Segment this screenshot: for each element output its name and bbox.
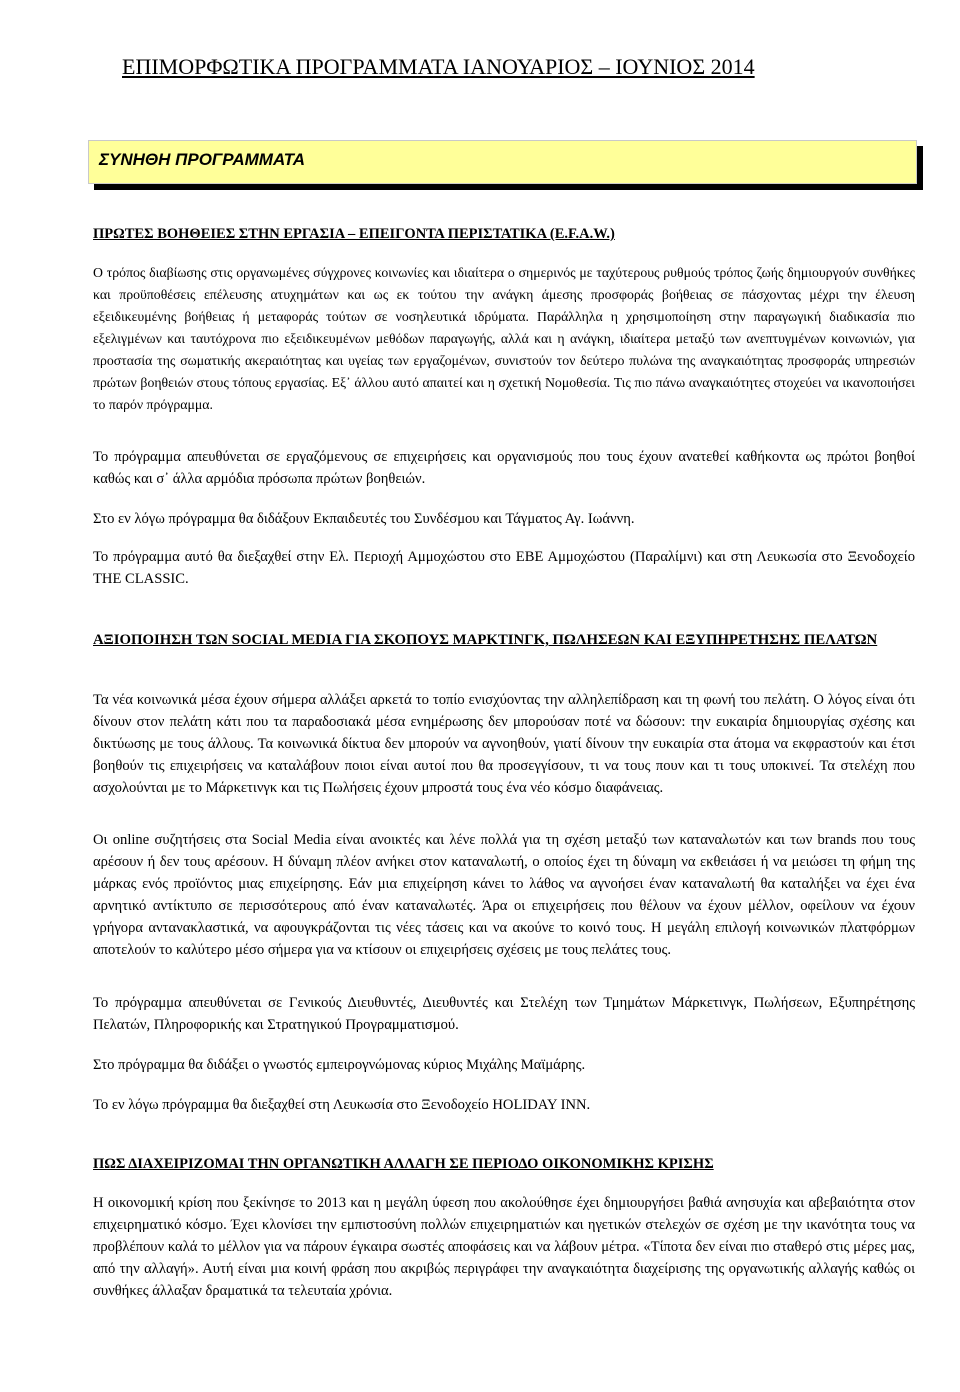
paragraph: Στο πρόγραμμα θα διδάξει ο γνωστός εμπειρογνώμονας κύριος Μιχάλης Μαϊμάρης.: [93, 1057, 586, 1073]
paragraph: Τα νέα κοινωνικά μέσα έχουν σήμερα αλλάξει αρκετά το τοπίο ενισχύοντας την αλληλεπίδραση και τη φωνή του πελάτη. Ο λόγος είναι ότι δίνουν στον πελάτη κάτι που τα παραδοσιακά μέσα ενημέρωσης δεν μπορούσαν ποτέ να δώσουν: την ευκαιρία δημιουργίας σχέσης και δικτύωσης με τους άλλους. Τα κοινωνικά δίκτυα δεν μπορούν να αγνοηθούν, γιατί δίνουν την ευκαιρία στα άτομα να εκφραστούν και έτσι βοηθούν τις επιχειρήσεις να καταλάβουν ποιοι είναι αυτοί που θα προσεγγίσουν, τι να τους πουν και τι τους υποκινεί. Τα στελέχη που ασχολούνται με το Μάρκετινγκ και τις Πωλήσεις έχουν μπροστά τους ένα νέο κόσμο διαφάνειας.: [93, 692, 915, 796]
section-title-first-aid: ΠΡΩΤΕΣ ΒΟΗΘΕΙΕΣ ΣΤΗΝ ΕΡΓΑΣΙΑ – ΕΠΕΙΓΟΝΤΑ ΠΕΡΙΣΤΑΤΙΚΑ (E.F.A.W.): [93, 226, 615, 242]
paragraph: Ο τρόπος διαβίωσης στις οργανωμένες σύγχρονες κοινωνίες και ιδιαίτερα ο σημερινός με ταχύτερους ρυθμούς τρόπος ζωής δημιουργούν συνθήκες και προϋποθέσεις επέλευσης ατυχημάτων και ως εκ τούτου την ανάγκη άμεσης προσφοράς βοήθειας σε πάσχοντας μέχρι την έλευση εξειδικευμένης βοήθειας ή μεταφοράς τούτων σε νοσηλευτικά ιδρύματα. Παράλληλα η χρησιμοποίηση στην παραγωγική διαδικασία πιο εξελιγμένων και ταυτόχρονα πιο εξειδικευμένων μεθόδων παραγωγής, αλλά και η ανάγκη, ιδιαίτερα μεταξύ των ανεπτυγμένων κοινωνιών, για προστασία της σωματικής ακεραιότητας και υγείας των εργαζομένων, συνιστούν τον δεύτερο πυλώνα της αναγκαιότητας προσφοράς υπηρεσιών πρώτων βοηθειών στους τόπους εργασίας. Εξ᾽ άλλου αυτό απαιτεί και η σχετική Νομοθεσία. Τις πιο πάνω αναγκαιότητες στοχεύει να ικανοποιήσει το παρόν πρόγραμμα.: [93, 265, 915, 412]
banner-label: ΣΥΝΗΘΗ ΠΡΟΓΡΑΜΜΑΤΑ: [99, 150, 306, 169]
paragraph: Το πρόγραμμα απευθύνεται σε εργαζόμενους σε επιχειρήσεις και οργανισμούς που τους έχουν ανατεθεί καθήκοντα ως πρώτοι βοηθοί καθώς και σ᾽ άλλα αρμόδια πρόσωπα πρώτων βοηθειών.: [93, 449, 915, 487]
paragraph: Οι online συζητήσεις στα Social Media είναι ανοικτές και λένε πολλά για τη σχέση μεταξύ των καταναλωτών και των brands που τους αρέσουν ή δεν τους αρέσουν. Η δύναμη πλέον ανήκει στον καταναλωτή, ο οποίος έχει τη δύναμη να εκθειάσει ή να μειώσει τη φήμη της μάρκας ενός προϊόντος μιας επιχείρησης. Εάν μια επιχείρηση κάνει το λάθος να αγνοήσει έναν καταναλωτή θα καταλήξει να έχει ένα αρνητικό αντίκτυπο σε περισσότερους από έναν καταναλωτές. Άρα οι επιχειρήσεις που θέλουν να έχουν μέλλον, οφείλουν να έχουν γρήγορα αντανακλαστικά, να αφουγκράζονται τις νέες τάσεις και να ακούνε το κοινό τους. Η μεγάλη επιλογή κοινωνικών πλατφόρμων αποτελούν το καλύτερο μέσο σήμερα για να κτίσουν οι επιχειρήσεις σχέσεις με τους πελάτες τους.: [93, 832, 915, 958]
paragraph: Στο εν λόγω πρόγραμμα θα διδάξουν Εκπαιδευτές του Συνδέσμου και Τάγματος Αγ. Ιωάννη.: [93, 511, 635, 527]
section-title-org-change: ΠΩΣ ΔΙΑΧΕΙΡΙΖΟΜΑΙ ΤΗΝ ΟΡΓΑΝΩΤΙΚΗ ΑΛΛΑΓΗ ΣΕ ΠΕΡΙΟΔΟ ΟΙΚΟΝΟΜΙΚΗΣ ΚΡΙΣΗΣ: [93, 1156, 714, 1172]
paragraph: Το εν λόγω πρόγραμμα θα διεξαχθεί στη Λευκωσία στο Ξενοδοχείο HOLIDAY INN.: [93, 1097, 591, 1113]
paragraph: Η οικονομική κρίση που ξεκίνησε το 2013 και η μεγάλη ύφεση που ακολούθησε έχει δημιουργήσει βαθιά ανησυχία και αβεβαιότητα στον επιχειρηματικό κόσμο. Έχει κλονίσει την εμπιστοσύνη πολλών επιχειρηματιών και ηγετικών στελεχών σε σχέση με την ικανότητα τους να προβλέπουν καλά το μέλλον για να πάρουν έγκαιρα σωστές αποφάσεις και να λάβουν μέτρα. «Τίποτα δεν είναι πιο σταθερό στις μέρες μας, από την αλλαγή». Αυτή είναι μια κοινή φράση που ακριβώς περιγράφει την αναγκαιότητα διαχείρισης της οργανωτικής αλλαγής καθώς οι συνθήκες άλλαξαν δραματικά τα τελευταία χρόνια.: [93, 1195, 915, 1299]
section-title-social-media: ΑΞΙΟΠΟΙΗΣΗ ΤΩΝ SOCIAL MEDIA ΓΙΑ ΣΚΟΠΟΥΣ ΜΑΡΚΤΙΝΓΚ, ΠΩΛΗΣΕΩΝ ΚΑΙ ΕΞΥΠΗΡΕΤΗΣΗΣ ΠΕΛΑΤΩΝ: [93, 632, 878, 648]
paragraph: Το πρόγραμμα απευθύνεται σε Γενικούς Διευθυντές, Διευθυντές και Στελέχη των Τμημάτων Μάρκετινγκ, Πωλήσεων, Εξυπηρέτησης Πελατών, Πληροφορικής και Στρατηγικού Προγραμματισμού.: [93, 995, 915, 1033]
document-title: ΕΠΙΜΟΡΦΩΤΙΚΑ ΠΡΟΓΡΑΜΜΑΤΑ ΙΑΝΟΥΑΡΙΟΣ – ΙΟΥΝΙΟΣ 2014: [122, 54, 755, 79]
paragraph: Το πρόγραμμα αυτό θα διεξαχθεί στην Ελ. Περιοχή Αμμοχώστου στο ΕΒΕ Αμμοχώστου (Παραλίμνι) και στη Λευκωσία στο Ξενοδοχείο THE CLASSIC.: [93, 549, 915, 587]
section-banner: [88, 140, 917, 184]
